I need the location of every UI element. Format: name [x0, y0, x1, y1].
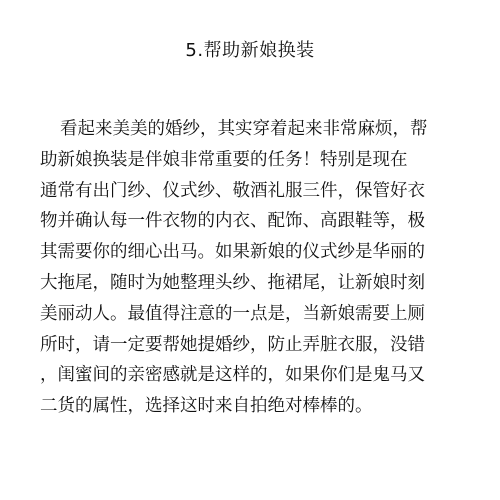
paragraph-line: 助新娘换装是伴娘非常重要的任务！特别是现在 [40, 149, 408, 170]
paragraph-line: 二货的属性，选择这时来自拍绝对棒棒的。 [40, 396, 373, 417]
body-paragraph [40, 114, 470, 422]
paragraph-line: 通常有出门纱、仪式纱、敬酒礼服三件，保管好衣 [40, 180, 425, 201]
paragraph-line: 大拖尾，随时为她整理头纱、拖裙尾，让新娘时刻 [40, 272, 425, 293]
paragraph-line: 美丽动人。最值得注意的一点是，当新娘需要上厕 [40, 303, 425, 324]
paragraph-line: 其需要你的细心出马。如果新娘的仪式纱是华丽的 [40, 242, 425, 263]
paragraph-line: 物并确认每一件衣物的内衣、配饰、高跟鞋等，极 [40, 211, 425, 232]
paragraph-line: 看起来美美的婚纱，其实穿着起来非常麻烦，帮 [60, 119, 428, 139]
section-title: 5.帮助新娘换装 [185, 40, 315, 61]
paragraph-line: ，闺蜜间的亲密感就是这样的，如果你们是鬼马又 [40, 365, 425, 386]
paragraph-line: 所时，请一定要帮她提婚纱，防止弄脏衣服，没错 [40, 334, 425, 355]
